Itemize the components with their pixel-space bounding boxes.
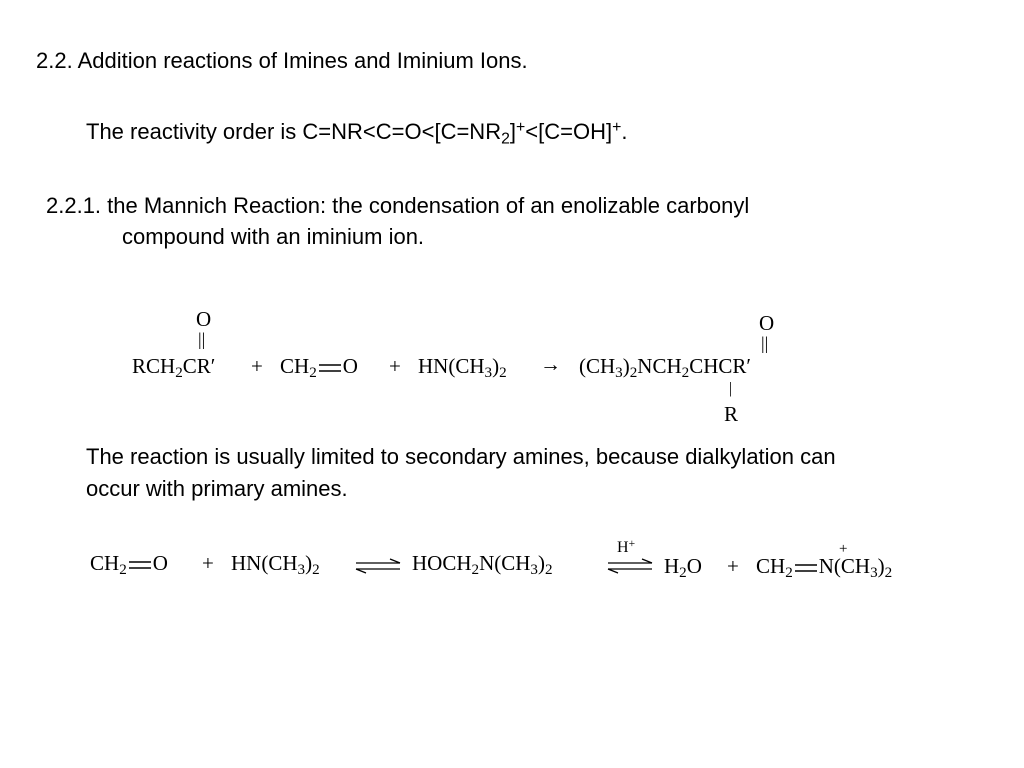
reactivity-mid: ] [509,119,517,145]
amine2-sub: 3 [297,562,306,579]
equilibrium-arrows-icon [606,558,654,574]
ketone-oxygen: O [196,307,212,331]
amine-b: ) [492,354,500,378]
product-a: (CH [579,354,616,378]
amine2-a: HN(CH [231,551,298,575]
iminium-sub3: 2 [884,565,893,582]
iminium-c: ) [877,554,885,578]
formaldehyde2-o: O [152,551,168,575]
ketone-b: CR′ [182,354,216,378]
iminium-sub2: 3 [870,565,878,582]
intermediate-formula [412,553,553,578]
double-bond-icon [793,561,819,575]
r-group: R [724,402,739,426]
iminium-formula [756,556,892,581]
product-c: NCH [637,354,682,378]
ketone-formula [132,356,215,381]
subheading-line2: compound with an iminium ion. [122,224,425,249]
iminium-sub: 2 [785,565,793,582]
iminium-a: CH [756,554,786,578]
intermediate-sub2: 3 [530,562,538,579]
ketone-sub: 2 [175,365,183,382]
intermediate-c: ) [537,551,545,575]
product-double-bond: || [761,333,769,353]
iminium-b: (CH [833,554,871,578]
ketone-double-bond: || [198,329,206,349]
amine-formula [418,356,507,381]
formaldehyde-sub: 2 [309,365,317,382]
intermediate-a: HOCH [412,551,472,575]
reactivity-sup2: + [612,119,622,136]
subheading-line1: 2.2.1. the Mannich Reaction: the condensation of an enolizable carbonyl [46,193,750,218]
reactivity-suffix: . [621,119,628,145]
reaction-arrow-icon: → [540,352,561,376]
formaldehyde2-a: CH [90,551,120,575]
amine2-b: ) [305,551,313,575]
reactivity-sub: 2 [501,130,510,148]
reactivity-mid2: <[C=OH] [525,119,613,145]
formaldehyde2-formula [90,553,168,578]
product-sub1: 3 [615,365,623,382]
amine-sub2: 2 [499,365,507,382]
reactivity-prefix: The reactivity order is C=NR<C=O<[C=NR [86,119,502,145]
product-sub2: 2 [629,365,638,382]
plus-sign: + [202,551,214,575]
plus-sign: + [251,354,263,378]
formaldehyde-a: CH [280,354,310,378]
catalyst-a: H [617,539,629,557]
product-sub3: 2 [681,365,690,382]
plus-sign: + [389,354,401,378]
plus-sign: + [727,554,739,578]
iminium-charge: + [839,541,848,557]
catalyst-sup: + [628,538,636,550]
amine2-formula [231,553,320,578]
reactivity-order-text [86,119,627,149]
section-heading: 2.2. Addition reactions of Imines and Iminium Ions. [36,48,528,73]
amine2-sub2: 2 [312,562,320,579]
iminium-n: N [818,554,834,578]
intermediate-b: N(CH [479,551,531,575]
note-line1: The reaction is usually limited to secondary amines, because dialkylation can [86,444,836,469]
intermediate-sub3: 2 [544,562,553,579]
double-bond-icon [127,558,153,572]
water-formula [664,556,702,581]
acid-catalyst [617,538,635,557]
double-bond-icon [317,361,343,375]
formaldehyde2-sub: 2 [119,562,127,579]
product-d: CHCR′ [689,354,751,378]
product-formula [579,356,751,381]
reactivity-sup: + [516,119,526,136]
amine-a: HN(CH [418,354,485,378]
water-b: O [686,554,702,578]
product-oxygen: O [759,311,775,335]
formaldehyde-formula [280,356,358,381]
r-bond: | [729,380,733,397]
equilibrium-arrows-icon [354,558,402,574]
water-a: H [664,554,680,578]
water-sub: 2 [679,565,687,582]
formaldehyde-o: O [342,354,358,378]
intermediate-sub1: 2 [471,562,480,579]
product-b: ) [622,354,630,378]
note-line2: occur with primary amines. [86,476,348,501]
amine-sub: 3 [484,365,493,382]
ketone-a: RCH [132,354,176,378]
